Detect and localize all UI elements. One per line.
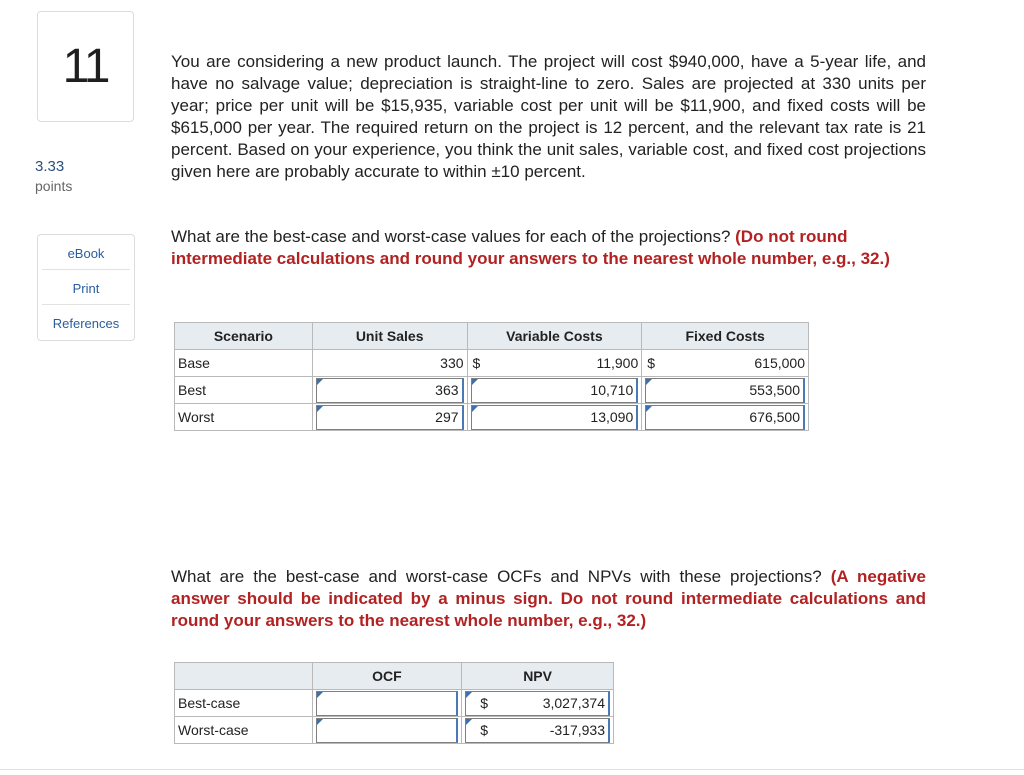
table-row [175,350,809,377]
scenario-label: Best [175,377,313,404]
header-fixed-costs: Fixed Costs [642,323,809,350]
header-unit-sales: Unit Sales [312,323,467,350]
problem-text: You are considering a new product launch. The project will cost $940,000, have a 5-year life, and have no salvage value; depreciation is straight-line to zero. Sales are projected at 330 units per year; price per unit will be $15,935, variable cost per unit will be $11,900, and fixed costs will be $615,000 per year. The required return on the project is 12 percent, and the relevant tax rate is 21 percent. Based on your experience, you think the unit sales, variable cost, and fixed cost projections given here are probably accurate to within ±10 percent. [171,52,926,181]
worst-case-npv-value: -317,933 [549,722,605,738]
worst-variable-costs-input[interactable]: 13,090 [471,405,639,430]
currency-symbol: $ [480,722,488,738]
currency-symbol: $ [647,355,656,371]
scenario-label: Base [175,350,313,377]
part2-instruction: (A negative answer should be indicated by a minus sign. Do not round intermediate calculations and round your answers to the nearest whole number, e.g., 32.) [171,567,926,630]
scenario-label: Worst [175,404,313,431]
table-row [175,377,809,404]
currency-symbol: $ [480,695,488,711]
points-label: points [35,178,73,194]
ebook-link[interactable]: eBook [42,237,130,270]
table-row [175,717,614,744]
best-case-npv-input[interactable] [465,691,610,716]
best-unit-sales-input[interactable]: 363 [316,378,464,403]
resources-panel [37,234,135,341]
worst-fixed-costs-input[interactable]: 676,500 [645,405,805,430]
ocf-npv-table [174,662,614,744]
best-case-ocf-input[interactable] [316,691,459,716]
table-row [175,404,809,431]
best-variable-costs-input[interactable]: 10,710 [471,378,639,403]
header-ocf: OCF [312,663,462,690]
variable-costs-value: 11,900 [596,355,639,371]
best-case-npv-value: 3,027,374 [542,695,605,711]
question-number: 11 [37,11,134,122]
points-value: 3.33 [35,158,65,175]
header-scenario: Scenario [175,323,313,350]
table-row [175,690,614,717]
worst-case-ocf-input[interactable] [316,718,459,743]
part2-question-text: What are the best-case and worst-case OCFs and NPVs with these projections? [171,567,822,586]
fixed-costs-cell [642,350,809,377]
unit-sales-value: 330 [312,350,467,377]
divider [0,769,1024,770]
variable-costs-cell [467,350,642,377]
fixed-costs-value: 615,000 [754,355,805,371]
worst-unit-sales-input[interactable]: 297 [316,405,464,430]
best-fixed-costs-input[interactable]: 553,500 [645,378,805,403]
print-link[interactable]: Print [42,272,130,305]
header-npv: NPV [462,663,614,690]
header-variable-costs: Variable Costs [467,323,642,350]
part1-question [171,226,891,270]
currency-symbol: $ [472,355,481,371]
row-label: Best-case [175,690,313,717]
part2-question [171,566,926,632]
header-blank [175,663,313,690]
worst-case-npv-input[interactable] [465,718,610,743]
part1-question-text: What are the best-case and worst-case values for each of the projections? [171,227,731,246]
row-label: Worst-case [175,717,313,744]
references-link[interactable]: References [52,316,120,331]
part1-instruction: (Do not round intermediate calculations and round your answers to the nearest whole number, e.g., 32.) [171,227,890,268]
projections-table [174,322,809,431]
